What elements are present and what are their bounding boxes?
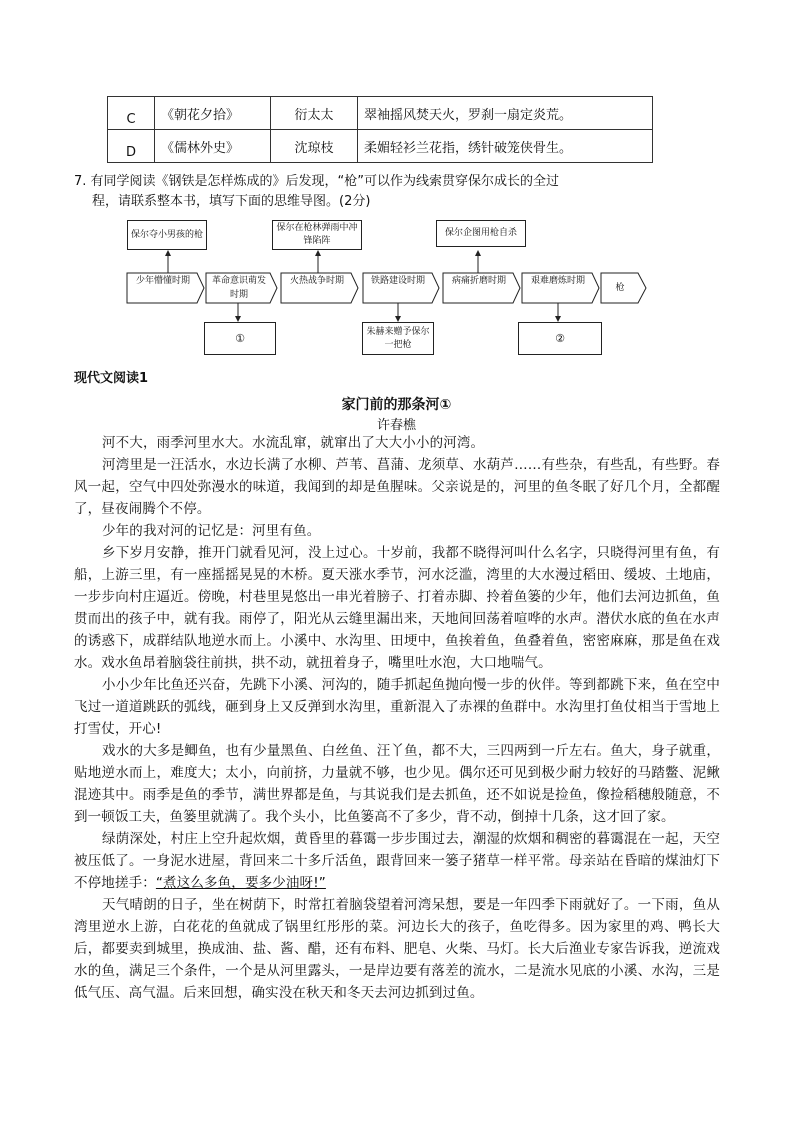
stage-label: 火热战争时期 (289, 276, 344, 286)
answer-box-2[interactable]: ② (518, 322, 602, 355)
article-author: 许春樵 (376, 418, 416, 433)
stage-label: 革命意识萌发时期 (211, 276, 266, 300)
option-letter: C (108, 97, 155, 130)
option-letter: D (108, 130, 155, 163)
option-desc: 翠袖摇风焚天火，罗刹一扇定炎荒。 (358, 97, 653, 130)
paragraph: 河湾里是一汪活水，水边长满了水柳、芦苇、菖蒲、龙须草、水葫芦……有些杂，有些乱，有些野。春风一起，空气中四处弥漫水的味道，我闻到的却是鱼腥味。父亲说是的，河里的鱼冬眠了好几个月，全都醒了，昼夜闹腾个不停。 (74, 457, 720, 517)
option-book: 《朝花夕拾》 (155, 97, 271, 130)
option-desc: 柔媚轻衫兰花指，绣针破笼侠骨生。 (358, 130, 653, 163)
question-7-line-1: 7. 有同学阅读《钢铁是怎样炼成的》后发现，“枪”可以作为线索贯穿保尔成长的全过 (74, 174, 560, 189)
section-title: 现代文阅读1 (74, 371, 149, 386)
answer-box-1[interactable]: ① (204, 322, 276, 355)
paragraph: 天气晴朗的日子，坐在树荫下，时常扛着脑袋望着河湾呆想，要是一年四季下雨就好了。一下雨，鱼从湾里逆水上游，白花花的鱼就成了锅里红彤彤的菜。河边长大的孩子，鱼吃得多。因为家里的鸡、鸭长大后，都要卖到城里，换成油、盐、酱、醋，还有布料、肥皂、火柴、马灯。长大后渔业专家告诉我，逆流戏水的鱼，满足三个条件，一个是从河里露头，一是岸边要有落差的流水，二是流水见底的小溪、水沟，三是低气压、高气温。后来回想，确实没在秋天和冬天去河边抓到过鱼。 (74, 897, 720, 1001)
mindmap-bottom-box: 朱赫来赠予保尔一把枪 (362, 322, 434, 355)
paragraph: 戏水的大多是鲫鱼，也有少量黑鱼、白丝鱼、汪丫鱼，都不大，三四两到一斤左右。鱼大，身子就重，贴地逆水而上，难度大；太小，向前挤，力量就不够，也少见。偶尔还可见到极少耐力较好的马踏鳖、泥鳅混迹其中。雨季是鱼的季节，满世界都是鱼，与其说我们是去抓鱼，还不如说是捡鱼，像捡稻穗般随意，不到一顿饭工夫，鱼篓里就满了。我个头小，比鱼篓高不了多少，背不动，倒掉十几条，这才回了家。 (74, 743, 720, 825)
mindmap-top-box: 保尔企图用枪自杀 (436, 220, 526, 247)
paragraph: 河不大，雨季河里水大。水流乱窜，就窜出了大大小小的河湾。 (102, 435, 485, 451)
stage-label: 少年懵懂时期 (135, 276, 190, 286)
paragraph: 少年的我对河的记忆是：河里有鱼。 (102, 523, 321, 539)
option-person: 沈琼枝 (271, 130, 358, 163)
stage-label: 艰难磨炼时期 (530, 276, 585, 286)
option-person: 衍太太 (271, 97, 358, 130)
question-7-line-2: 程，请联系整本书，填写下面的思维导图。(2分) (92, 194, 371, 209)
paragraph: 小小少年比鱼还兴奋，先跳下小溪、河沟的，随手抓起鱼抛向慢一步的伙伴。等到都跳下来，鱼在空中飞过一道道跳跃的弧线，砸到身上又反弹到水沟里，重新混入了赤裸的鱼群中。水沟里打鱼仗相当于雪地上打雪仗，开心! (74, 677, 720, 737)
mindmap-top-box: 保尔夺小男孩的枪 (127, 220, 207, 250)
paragraph-with-quote (74, 828, 720, 894)
stage-label: 病痛折磨时期 (451, 276, 506, 286)
option-book: 《儒林外史》 (155, 130, 271, 163)
underlined-quote: “煮这么多鱼，要多少油呀!” (155, 875, 326, 891)
paragraph-text: 绿荫深处，村庄上空升起炊烟，黄昏里的暮霭一步步围过去，潮湿的炊烟和稠密的暮霭混在一起，天空被压低了。一身泥水进屋，背回来二十多斤活鱼，跟背回来一篓子猪草一样平常。母亲站在昏暗的煤油灯下不停地搓手： (74, 831, 720, 891)
stage-label: 铁路建设时期 (370, 276, 425, 286)
article-title: 家门前的那条河① (341, 397, 452, 413)
paragraph: 乡下岁月安静，推开门就看见河，没上过心。十岁前，我都不晓得河叫什么名字，只晓得河里有鱼，有船，上游三里，有一座摇摇晃晃的木桥。夏天涨水季节，河水泛滥，湾里的大水漫过稻田、缓坡、土地庙，一步步向村庄逼近。傍晚，村巷里晃悠出一串光着膀子、打着赤脚、拎着鱼篓的少年，他们去河边抓鱼，鱼贯而出的孩子中，就有我。雨停了，阳光从云缝里漏出来，天地间回荡着喧哗的水声。潜伏水底的鱼在水声的诱惑下，成群结队地逆水而上。小溪中、水沟里、田埂中，鱼挨着鱼，鱼叠着鱼，密密麻麻，那是鱼在戏水。戏水鱼昂着脑袋往前拱，拱不动，就扭着身子，嘴里吐水泡，大口地喘气。 (74, 545, 720, 671)
stage-label: 枪 (615, 283, 625, 293)
mindmap-top-box: 保尔在枪林弹雨中冲锋陷阵 (272, 220, 362, 250)
